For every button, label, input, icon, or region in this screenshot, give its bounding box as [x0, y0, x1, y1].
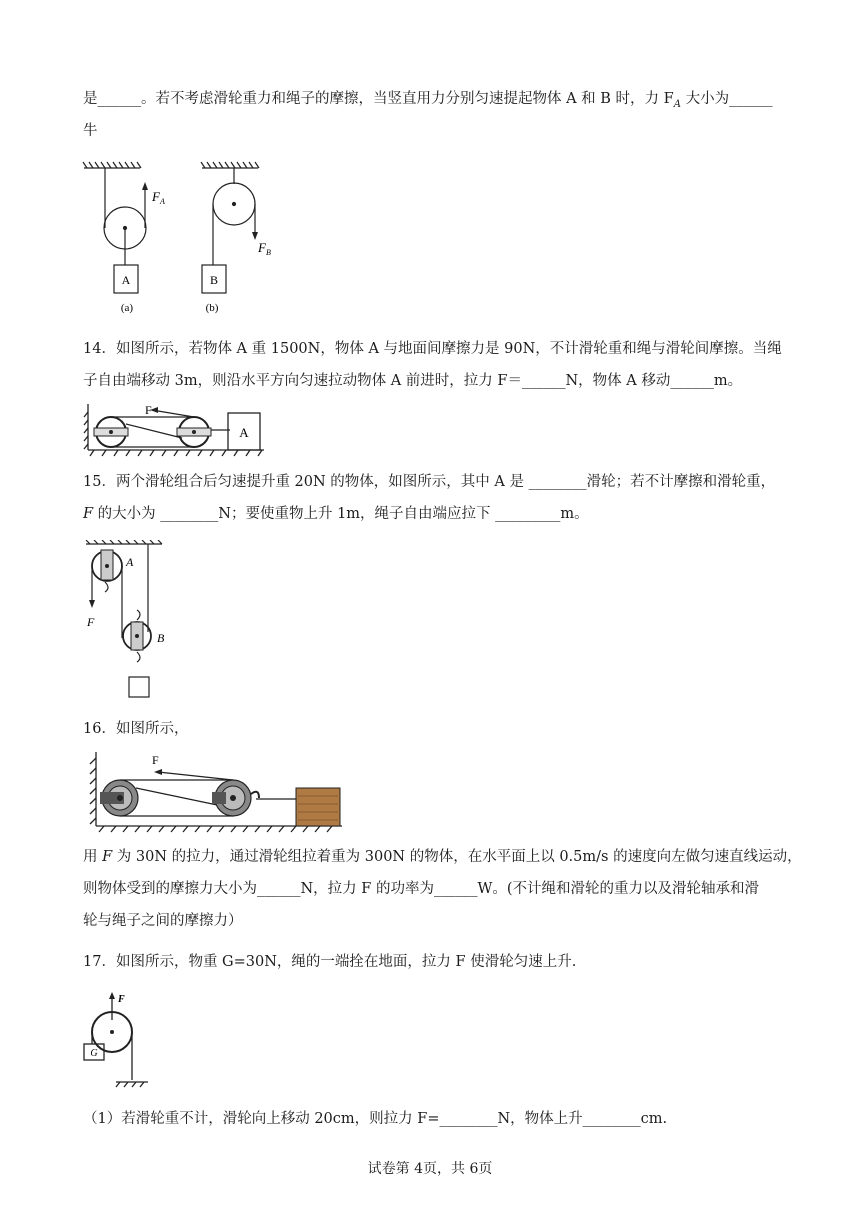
q14-force-label: F: [145, 403, 152, 417]
q17-line-2: （1）若滑轮重不计，滑轮向上移动 20cm，则拉力 F=________N，物体上升________cm.: [83, 1111, 668, 1127]
q17-pulley-figure: [80, 990, 160, 1090]
q16-line-4: 轮与绳子之间的摩擦力）: [83, 913, 243, 929]
q13-line-2: 牛: [83, 123, 98, 139]
q16-force-label: F: [152, 753, 159, 767]
q15-label-b: B: [157, 631, 165, 645]
q16-pulley-figure: [86, 750, 346, 834]
q13-caption-b: (b): [205, 302, 219, 314]
q13-pulley-figure: [82, 160, 282, 318]
q17-label-f: F: [118, 994, 125, 1005]
page-footer: 试卷第 4页，共 6页: [367, 1161, 493, 1177]
q14-pulley-figure: [82, 400, 272, 458]
q15-label-f: F: [87, 615, 95, 629]
q14-box-label: A: [239, 425, 249, 440]
q13-fb-label: $F_B$: [258, 240, 271, 257]
q15-line-2: [83, 503, 589, 525]
q15-f-symbol: F: [83, 506, 94, 522]
q16-line-2: 用 F 为 30N 的拉力，通过滑轮组拉着重为 300N 的物体，在水平面上以 0.5m/s 的速度向左做匀速直线运动，: [83, 849, 802, 865]
q13-caption-a: (a): [120, 302, 134, 314]
q13-box-b-label: B: [209, 273, 219, 287]
q13-line-1: [83, 88, 773, 116]
q15-line-1: 15．两个滑轮组合后匀速提升重 20N 的物体，如图所示，其中 A 是 ________滑轮；若不计摩擦和滑轮重，: [83, 474, 776, 490]
q15-line-2-text: 的大小为 ________N；要使重物上升 1m，绳子自由端应拉下 _________m。: [93, 506, 589, 522]
q17-label-g: G: [90, 1048, 98, 1059]
q15-pulley-figure: [82, 540, 182, 702]
q13-line-1-text: 是______。若不考虑滑轮重力和绳子的摩擦，当竖直用力分别匀速提起物体 A 和 B 时，力 F: [83, 91, 674, 107]
q13-line-1-tail: 大小为______: [680, 91, 773, 107]
q16-line-3: 则物体受到的摩擦力大小为______N，拉力 F 的功率为______W。(不计绳和滑轮的重力以及滑轮轴承和滑: [83, 881, 760, 897]
q13-fa-subscript: A: [673, 98, 681, 110]
q13-fa-label: $F_A$: [152, 189, 165, 206]
q14-line-2: 子自由端移动 3m，则沿水平方向匀速拉动物体 A 前进时，拉力 F＝______N，物体 A 移动______m。: [83, 373, 743, 389]
q15-label-a: A: [126, 555, 134, 569]
q17-line-1: 17．如图所示，物重 G=30N，绳的一端拴在地面，拉力 F 使滑轮匀速上升.: [83, 954, 577, 970]
q16-line-1: 16．如图所示，: [83, 721, 189, 737]
q13-box-a-label: A: [121, 273, 131, 287]
q14-line-1: 14．如图所示，若物体 A 重 1500N，物体 A 与地面间摩擦力是 90N，不计滑轮重和绳与滑轮间摩擦。当绳: [83, 341, 782, 357]
